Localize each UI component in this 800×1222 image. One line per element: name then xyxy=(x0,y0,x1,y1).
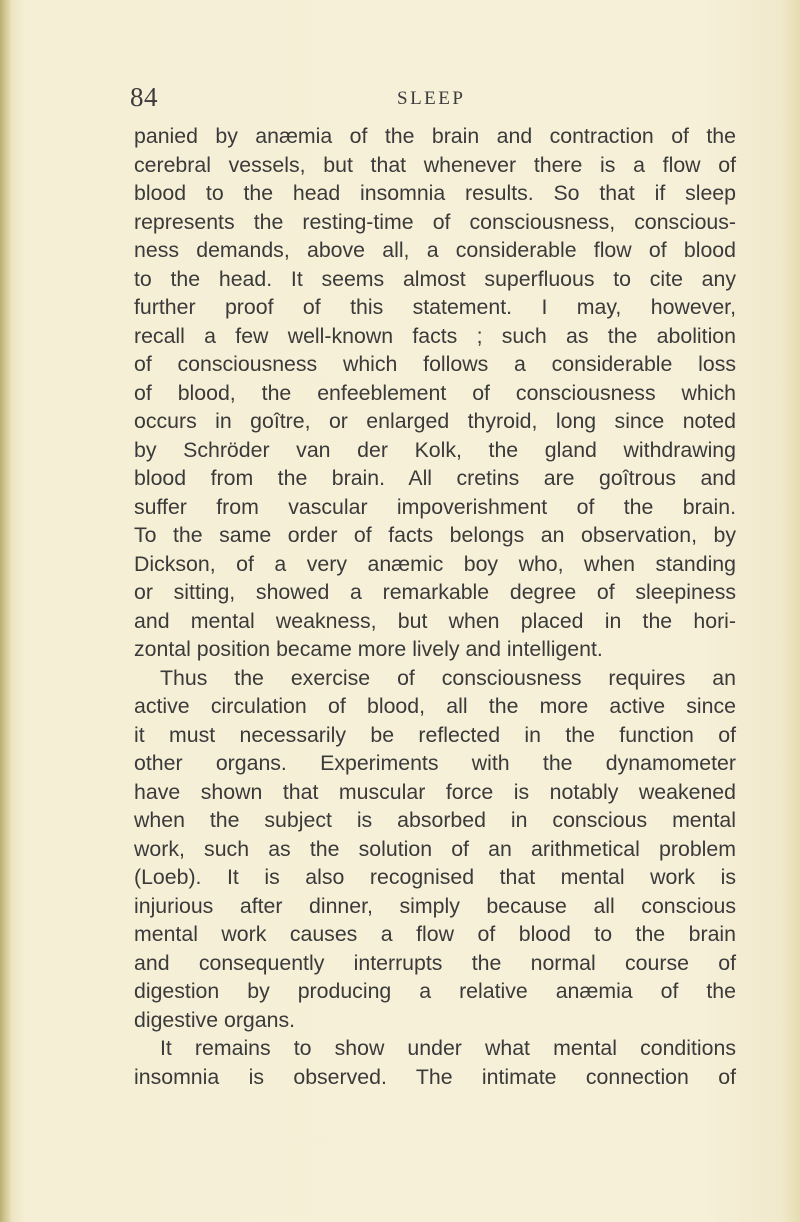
binding-gutter xyxy=(0,0,12,1222)
text-line: mental work causes a flow of blood to the brain xyxy=(134,922,736,946)
text-line: other organs. Experiments with the dynamometer xyxy=(134,751,736,775)
text-line: active circulation of blood, all the more active since xyxy=(134,694,736,718)
text-line: further proof of this statement. I may, however, xyxy=(134,295,736,319)
text-line: or sitting, showed a remarkable degree of sleepiness xyxy=(134,580,736,604)
text-line: digestive organs. xyxy=(134,1007,296,1032)
text-line: represents the resting-time of consciousness, conscious- xyxy=(134,209,736,234)
running-head xyxy=(0,82,800,112)
text-line: of blood, the enfeeblement of consciousness which xyxy=(134,380,736,405)
text-line: digestion by producing a relative anæmia of the xyxy=(134,979,736,1003)
text-line: insomnia is observed. The intimate connection of xyxy=(134,1064,736,1089)
page-number: 84 xyxy=(130,82,158,112)
text-line: when the subject is absorbed in conscious mental xyxy=(134,808,736,832)
body-text xyxy=(134,122,736,1091)
text-line: by Schröder van der Kolk, the gland withdrawing xyxy=(134,437,736,462)
running-title: SLEEP xyxy=(397,88,466,109)
text-line: To the same order of facts belongs an observation, by xyxy=(134,523,736,547)
text-line: occurs in goître, or enlarged thyroid, long since noted xyxy=(134,409,736,433)
text-line: cerebral vessels, but that whenever there is a flow of xyxy=(134,152,736,177)
text-line: panied by anæmia of the brain and contraction of the xyxy=(134,124,736,148)
text-line: (Loeb). It is also recognised that mental work is xyxy=(134,865,736,889)
text-line: to the head. It seems almost superfluous to cite any xyxy=(134,266,736,291)
paragraph-start-line: It remains to show under what mental conditions xyxy=(160,1036,736,1060)
text-line: and mental weakness, but when placed in the hori- xyxy=(134,608,736,633)
text-line: ness demands, above all, a considerable flow of blood xyxy=(134,238,736,262)
text-line: have shown that muscular force is notably weakened xyxy=(134,779,736,804)
text-line: of consciousness which follows a considerable loss xyxy=(134,352,736,376)
text-line: Dickson, of a very anæmic boy who, when standing xyxy=(134,551,736,576)
text-line: blood to the head insomnia results. So that if sleep xyxy=(134,181,736,205)
text-line: and consequently interrupts the normal course of xyxy=(134,950,736,975)
paragraph-start-line: Thus the exercise of consciousness requires an xyxy=(160,665,736,690)
text-line: recall a few well-known facts ; such as the abolition xyxy=(134,323,736,348)
text-line: suffer from vascular impoverishment of the brain. xyxy=(134,494,736,519)
text-line: work, such as the solution of an arithmetical problem xyxy=(134,836,736,861)
text-line: it must necessarily be reflected in the function of xyxy=(134,722,736,747)
text-line: blood from the brain. All cretins are goîtrous and xyxy=(134,466,736,490)
text-line: injurious after dinner, simply because all conscious xyxy=(134,893,736,918)
text-line: zontal position became more lively and intelligent. xyxy=(134,637,603,661)
